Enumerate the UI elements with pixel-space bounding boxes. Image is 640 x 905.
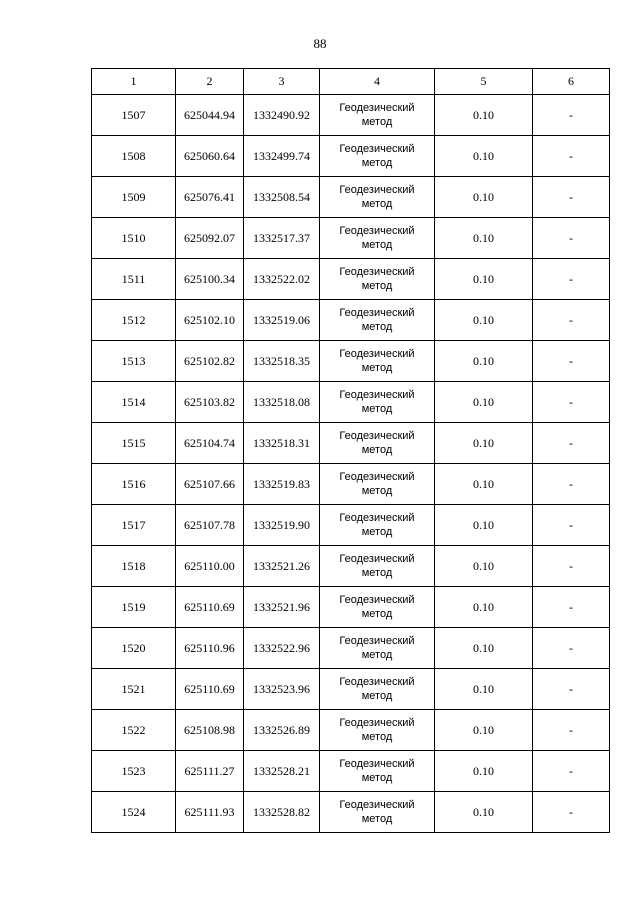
coordinates-table	[91, 68, 610, 833]
method-cell	[320, 464, 435, 505]
x-coordinate-cell: 625100.34	[176, 259, 244, 300]
method-line-1: Геодезический	[339, 348, 415, 360]
method-line-1: Геодезический	[339, 430, 415, 442]
method-line-1: Геодезический	[339, 471, 415, 483]
y-coordinate-cell: 1332528.21	[244, 751, 320, 792]
accuracy-cell: 0.10	[435, 464, 533, 505]
note-cell: -	[533, 505, 610, 546]
column-header-5: 5	[435, 69, 533, 95]
note-cell: -	[533, 218, 610, 259]
accuracy-cell: 0.10	[435, 136, 533, 177]
point-number-cell: 1507	[92, 95, 176, 136]
note-cell: -	[533, 177, 610, 218]
method-line-1: Геодезический	[339, 635, 415, 647]
point-number-cell: 1512	[92, 300, 176, 341]
column-header-2: 2	[176, 69, 244, 95]
accuracy-cell: 0.10	[435, 382, 533, 423]
note-cell: -	[533, 628, 610, 669]
x-coordinate-cell: 625108.98	[176, 710, 244, 751]
note-cell: -	[533, 95, 610, 136]
y-coordinate-cell: 1332499.74	[244, 136, 320, 177]
accuracy-cell: 0.10	[435, 710, 533, 751]
x-coordinate-cell: 625110.69	[176, 669, 244, 710]
accuracy-cell: 0.10	[435, 628, 533, 669]
table-row	[92, 300, 610, 341]
accuracy-cell: 0.10	[435, 95, 533, 136]
method-line-1: Геодезический	[339, 676, 415, 688]
column-header-3: 3	[244, 69, 320, 95]
method-line-1: Геодезический	[339, 225, 415, 237]
column-header-1: 1	[92, 69, 176, 95]
table-row	[92, 751, 610, 792]
table-row	[92, 95, 610, 136]
accuracy-cell: 0.10	[435, 341, 533, 382]
accuracy-cell: 0.10	[435, 218, 533, 259]
y-coordinate-cell: 1332508.54	[244, 177, 320, 218]
method-line-1: Геодезический	[339, 799, 415, 811]
x-coordinate-cell: 625110.96	[176, 628, 244, 669]
x-coordinate-cell: 625107.66	[176, 464, 244, 505]
method-line-1: Геодезический	[339, 553, 415, 565]
method-cell	[320, 136, 435, 177]
y-coordinate-cell: 1332518.08	[244, 382, 320, 423]
accuracy-cell: 0.10	[435, 300, 533, 341]
point-number-cell: 1518	[92, 546, 176, 587]
y-coordinate-cell: 1332521.26	[244, 546, 320, 587]
point-number-cell: 1521	[92, 669, 176, 710]
method-line-2: метод	[361, 567, 393, 579]
method-cell	[320, 382, 435, 423]
method-cell	[320, 792, 435, 833]
method-line-2: метод	[361, 731, 393, 743]
table-row	[92, 218, 610, 259]
column-header-6: 6	[533, 69, 610, 95]
point-number-cell: 1519	[92, 587, 176, 628]
y-coordinate-cell: 1332518.31	[244, 423, 320, 464]
y-coordinate-cell: 1332521.96	[244, 587, 320, 628]
accuracy-cell: 0.10	[435, 792, 533, 833]
method-cell	[320, 751, 435, 792]
note-cell: -	[533, 382, 610, 423]
point-number-cell: 1522	[92, 710, 176, 751]
method-cell	[320, 341, 435, 382]
y-coordinate-cell: 1332523.96	[244, 669, 320, 710]
table-header-row	[92, 69, 610, 95]
method-line-2: метод	[361, 526, 393, 538]
table-row	[92, 464, 610, 505]
point-number-cell: 1510	[92, 218, 176, 259]
x-coordinate-cell: 625060.64	[176, 136, 244, 177]
method-line-2: метод	[361, 116, 393, 128]
method-line-2: метод	[361, 157, 393, 169]
method-cell	[320, 218, 435, 259]
method-cell	[320, 259, 435, 300]
table-row	[92, 546, 610, 587]
x-coordinate-cell: 625111.93	[176, 792, 244, 833]
note-cell: -	[533, 423, 610, 464]
method-cell	[320, 177, 435, 218]
method-cell	[320, 300, 435, 341]
note-cell: -	[533, 300, 610, 341]
point-number-cell: 1517	[92, 505, 176, 546]
method-line-1: Геодезический	[339, 184, 415, 196]
x-coordinate-cell: 625107.78	[176, 505, 244, 546]
accuracy-cell: 0.10	[435, 505, 533, 546]
y-coordinate-cell: 1332522.02	[244, 259, 320, 300]
method-line-2: метод	[361, 772, 393, 784]
method-cell	[320, 546, 435, 587]
note-cell: -	[533, 259, 610, 300]
x-coordinate-cell: 625111.27	[176, 751, 244, 792]
table-row	[92, 177, 610, 218]
method-line-1: Геодезический	[339, 389, 415, 401]
method-line-2: метод	[361, 444, 393, 456]
y-coordinate-cell: 1332528.82	[244, 792, 320, 833]
x-coordinate-cell: 625076.41	[176, 177, 244, 218]
method-cell	[320, 669, 435, 710]
point-number-cell: 1515	[92, 423, 176, 464]
note-cell: -	[533, 464, 610, 505]
method-line-2: метод	[361, 321, 393, 333]
method-line-2: метод	[361, 608, 393, 620]
accuracy-cell: 0.10	[435, 751, 533, 792]
point-number-cell: 1523	[92, 751, 176, 792]
point-number-cell: 1509	[92, 177, 176, 218]
method-line-1: Геодезический	[339, 512, 415, 524]
method-cell	[320, 628, 435, 669]
table-row	[92, 792, 610, 833]
x-coordinate-cell: 625092.07	[176, 218, 244, 259]
note-cell: -	[533, 710, 610, 751]
y-coordinate-cell: 1332519.90	[244, 505, 320, 546]
accuracy-cell: 0.10	[435, 546, 533, 587]
x-coordinate-cell: 625103.82	[176, 382, 244, 423]
y-coordinate-cell: 1332526.89	[244, 710, 320, 751]
table-row	[92, 628, 610, 669]
note-cell: -	[533, 546, 610, 587]
method-cell	[320, 710, 435, 751]
table-row	[92, 505, 610, 546]
y-coordinate-cell: 1332490.92	[244, 95, 320, 136]
x-coordinate-cell: 625110.69	[176, 587, 244, 628]
method-line-2: метод	[361, 403, 393, 415]
note-cell: -	[533, 792, 610, 833]
y-coordinate-cell: 1332522.96	[244, 628, 320, 669]
method-line-2: метод	[361, 485, 393, 497]
note-cell: -	[533, 587, 610, 628]
x-coordinate-cell: 625102.82	[176, 341, 244, 382]
y-coordinate-cell: 1332518.35	[244, 341, 320, 382]
point-number-cell: 1508	[92, 136, 176, 177]
x-coordinate-cell: 625104.74	[176, 423, 244, 464]
method-line-2: метод	[361, 813, 393, 825]
column-header-4: 4	[320, 69, 435, 95]
table-row	[92, 587, 610, 628]
method-line-2: метод	[361, 239, 393, 251]
method-line-1: Геодезический	[339, 102, 415, 114]
table-row	[92, 341, 610, 382]
method-line-2: метод	[361, 280, 393, 292]
y-coordinate-cell: 1332517.37	[244, 218, 320, 259]
method-cell	[320, 505, 435, 546]
method-line-2: метод	[361, 690, 393, 702]
table-row	[92, 423, 610, 464]
accuracy-cell: 0.10	[435, 669, 533, 710]
note-cell: -	[533, 751, 610, 792]
point-number-cell: 1524	[92, 792, 176, 833]
table-row	[92, 136, 610, 177]
method-line-2: метод	[361, 362, 393, 374]
x-coordinate-cell: 625110.00	[176, 546, 244, 587]
accuracy-cell: 0.10	[435, 177, 533, 218]
accuracy-cell: 0.10	[435, 587, 533, 628]
method-line-1: Геодезический	[339, 143, 415, 155]
note-cell: -	[533, 341, 610, 382]
method-line-1: Геодезический	[339, 717, 415, 729]
table-body	[92, 95, 610, 833]
x-coordinate-cell: 625044.94	[176, 95, 244, 136]
point-number-cell: 1511	[92, 259, 176, 300]
note-cell: -	[533, 669, 610, 710]
method-line-1: Геодезический	[339, 307, 415, 319]
x-coordinate-cell: 625102.10	[176, 300, 244, 341]
accuracy-cell: 0.10	[435, 259, 533, 300]
method-line-2: метод	[361, 198, 393, 210]
method-line-1: Геодезический	[339, 594, 415, 606]
point-number-cell: 1513	[92, 341, 176, 382]
method-cell	[320, 587, 435, 628]
note-cell: -	[533, 136, 610, 177]
method-cell	[320, 95, 435, 136]
method-line-1: Геодезический	[339, 758, 415, 770]
method-line-2: метод	[361, 649, 393, 661]
table-row	[92, 382, 610, 423]
accuracy-cell: 0.10	[435, 423, 533, 464]
point-number-cell: 1514	[92, 382, 176, 423]
y-coordinate-cell: 1332519.06	[244, 300, 320, 341]
table-row	[92, 710, 610, 751]
table-row	[92, 259, 610, 300]
method-line-1: Геодезический	[339, 266, 415, 278]
point-number-cell: 1520	[92, 628, 176, 669]
point-number-cell: 1516	[92, 464, 176, 505]
page-number: 88	[313, 36, 327, 51]
table-row	[92, 669, 610, 710]
method-cell	[320, 423, 435, 464]
y-coordinate-cell: 1332519.83	[244, 464, 320, 505]
